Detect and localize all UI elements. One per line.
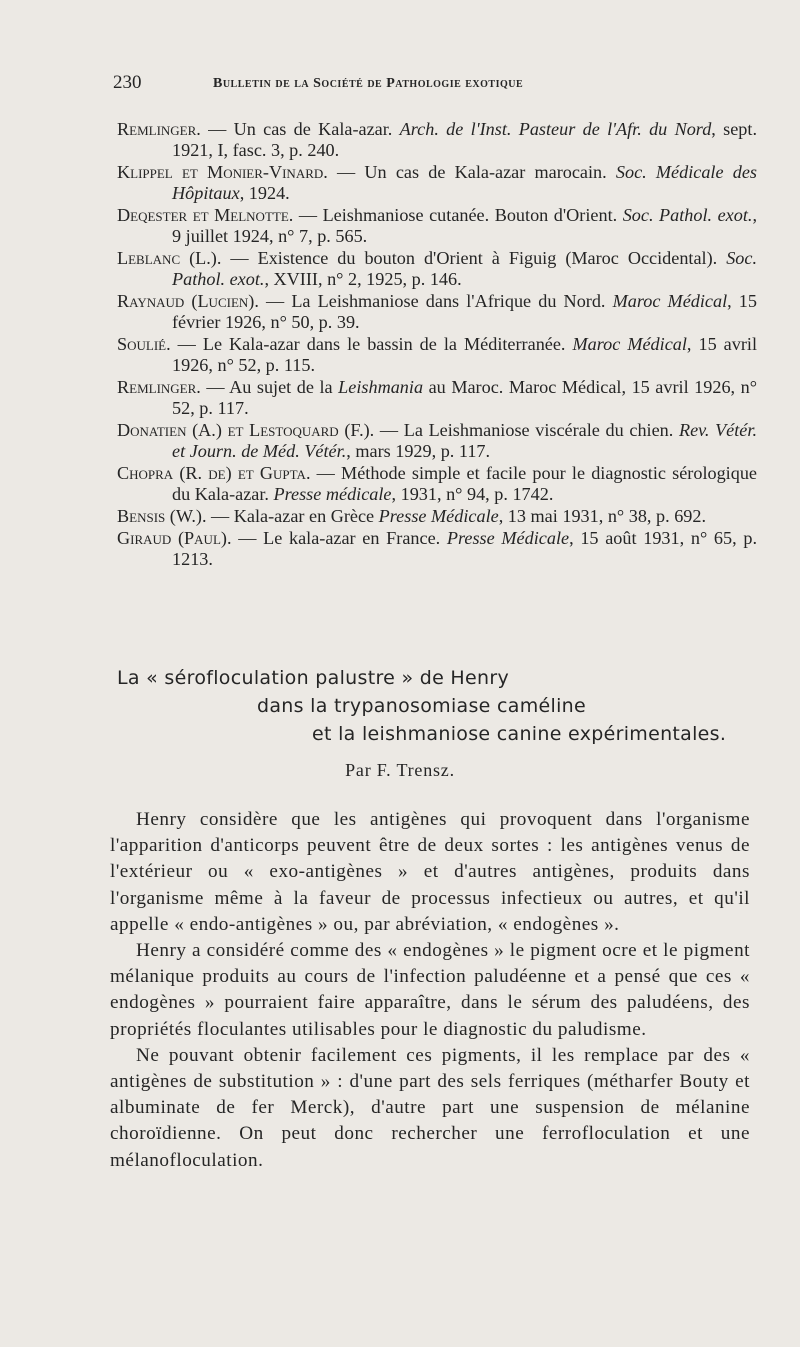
reference-journal: Presse médicale	[273, 484, 392, 504]
reference-journal: Presse Médicale	[446, 528, 570, 548]
reference-author: Donatien (A.) et Lestoquard (F.).	[117, 420, 375, 440]
reference-journal: Arch. de l'Inst. Pasteur de l'Afr. du Nord	[399, 119, 712, 139]
article-title-line: La « sérofloculation palustre » de Henry	[117, 667, 509, 689]
running-title: Bulletin de la Société de Pathologie exotique	[213, 76, 524, 91]
reference-item	[117, 463, 757, 505]
reference-author: Bensis (W.).	[117, 506, 207, 526]
reference-text: — Un cas de Kala-azar.	[200, 119, 400, 139]
reference-text: — Méthode simple et facile pour le diagnostic sérologique du Kala-azar.	[172, 463, 757, 504]
reference-text: — Au sujet de la	[200, 377, 339, 397]
reference-item	[117, 334, 757, 376]
reference-text: — Un cas de Kala-azar marocain.	[327, 162, 616, 182]
reference-item	[117, 420, 757, 462]
body-paragraph: Henry considère que les antigènes qui provoquent dans l'organisme l'apparition d'anticorps peuvent être de deux sortes : les antigènes venus de l'extérieur ou « exo-antigènes » et d'autres antigènes, produits dans l'organisme même à la faveur de processus infectieux ou autres, et qu'il appelle « endo-antigènes » ou, par abréviation, « endogènes ».	[110, 809, 750, 935]
reference-author: Leblanc (L.).	[117, 248, 222, 268]
reference-journal: Soc. Pathol. exot.	[622, 205, 753, 225]
reference-text: — La Leishmaniose dans l'Afrique du Nord.	[258, 291, 613, 311]
reference-journal: Leishmania	[338, 377, 424, 397]
reference-details: , 15 août 1931, n° 65, p. 1213.	[172, 528, 757, 569]
reference-text: — Leishmaniose cutanée. Bouton d'Orient.	[293, 205, 623, 225]
reference-text: — Kala-azar en Grèce	[206, 506, 379, 526]
page-header	[113, 72, 753, 102]
reference-details: , 1924.	[239, 183, 290, 203]
article-title-line: et la leishmaniose canine expérimentales.	[312, 723, 727, 745]
reference-author: Klippel et Monier-Vinard.	[117, 162, 328, 182]
reference-text: — Le Kala-azar dans le bassin de la Méditerranée.	[170, 334, 573, 354]
reference-item	[117, 119, 757, 161]
reference-journal: Soc. Pathol. exot.	[172, 248, 757, 289]
article-title	[117, 664, 757, 748]
reference-author: Remlinger.	[117, 119, 201, 139]
reference-list	[117, 119, 757, 571]
reference-text: — Existence du bouton d'Orient à Figuig (Maroc Occidental).	[221, 248, 727, 268]
reference-item	[117, 291, 757, 333]
page-number: 230	[113, 72, 142, 93]
reference-author: Giraud (Paul).	[117, 528, 232, 548]
reference-author: Deqester et Melnotte.	[117, 205, 294, 225]
reference-details: , sept. 1921, I, fasc. 3, p. 240.	[172, 119, 757, 160]
reference-details: , 1931, n° 94, p. 1742.	[391, 484, 554, 504]
reference-text: — Le kala-azar en France.	[231, 528, 447, 548]
reference-details: , 13 mai 1931, n° 38, p. 692.	[498, 506, 707, 526]
reference-item	[117, 528, 757, 570]
reference-journal: Soc. Médicale des Hôpitaux	[172, 162, 757, 203]
reference-journal: Rev. Vétér. et Journ. de Méd. Vétér.	[172, 420, 757, 461]
reference-item	[117, 162, 757, 204]
reference-author: Chopra (R. de) et Gupta.	[117, 463, 311, 483]
reference-details: au Maroc. Maroc Médical, 15 avril 1926, n° 52, p. 117.	[172, 377, 757, 418]
reference-journal: Maroc Médical	[612, 291, 728, 311]
reference-item	[117, 506, 757, 527]
reference-author: Raynaud (Lucien).	[117, 291, 259, 311]
reference-item	[117, 205, 757, 247]
reference-details: , 15 février 1926, n° 50, p. 39.	[172, 291, 757, 332]
reference-details: , XVIII, n° 2, 1925, p. 146.	[264, 269, 462, 289]
reference-journal: Presse Médicale	[378, 506, 499, 526]
reference-details: , 15 avril 1926, n° 52, p. 115.	[172, 334, 758, 375]
reference-item	[117, 248, 757, 290]
article-body	[110, 807, 750, 1174]
reference-item	[117, 377, 757, 419]
article-title-line: dans la trypanosomiase caméline	[257, 695, 586, 717]
reference-journal: Maroc Médical	[572, 334, 687, 354]
reference-author: Remlinger.	[117, 377, 201, 397]
reference-author: Soulié.	[117, 334, 171, 354]
reference-details: , 9 juillet 1924, n° 7, p. 565.	[172, 205, 757, 246]
body-paragraph: Henry a considéré comme des « endogènes » le pigment ocre et le pigment mélanique produits au cours de l'infection paludéenne et a pensé que ces « endogènes » pourraient faire apparaître, dans le sérum des paludéens, des propriétés floculantes utilisables pour le diagnostic du paludisme.	[110, 940, 750, 1040]
reference-details: , mars 1929, p. 117.	[346, 441, 491, 461]
reference-text: — La Leishmaniose viscérale du chien.	[374, 420, 679, 440]
article-byline: Par F. Trensz.	[345, 760, 455, 780]
body-paragraph: Ne pouvant obtenir facilement ces pigments, il les remplace par des « antigènes de substitution » : d'une part des sels ferriques (métharfer Bouty et albuminate de fer Merck), d'autre part une suspension de mélanine choroïdienne. On peut donc rechercher une ferrofloculation et une mélanofloculation.	[110, 1044, 750, 1171]
